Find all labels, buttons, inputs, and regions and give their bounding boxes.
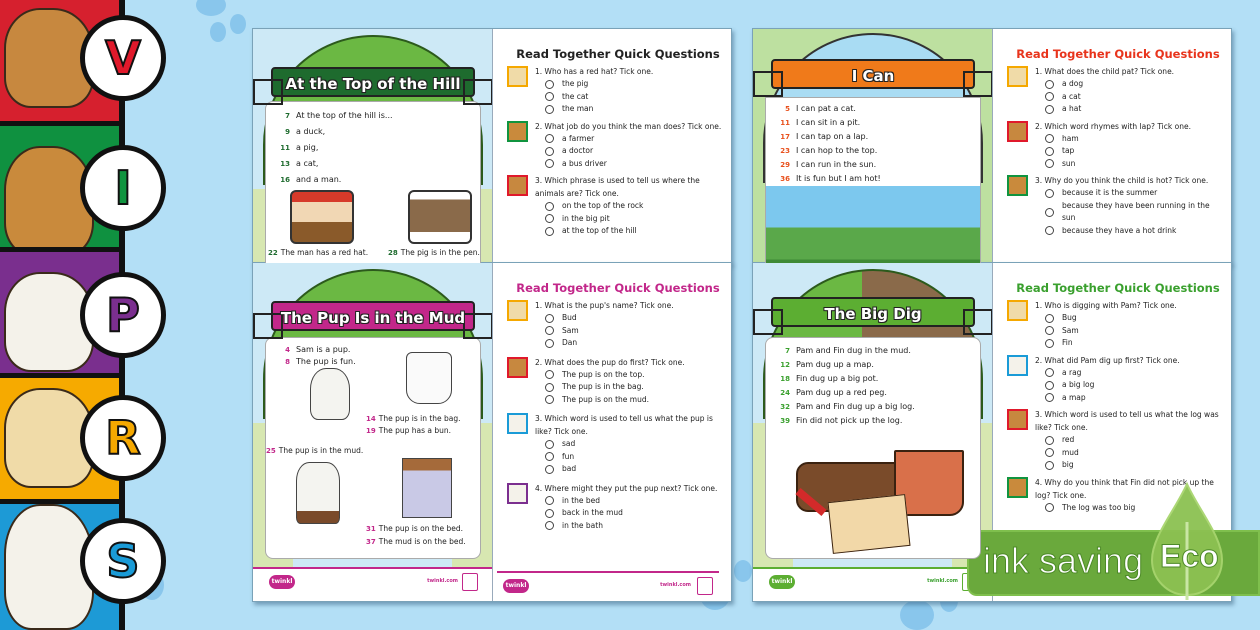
quiz-title: Read Together Quick Questions xyxy=(516,281,720,295)
question: 2. Which word rhymes with lap? Tick one. ham tap sun xyxy=(1007,120,1223,171)
vipers-letter-p: P xyxy=(80,272,166,358)
dog-avatar-icon xyxy=(1007,477,1028,498)
answer-option[interactable]: ham xyxy=(1035,133,1223,146)
radio-button[interactable] xyxy=(545,339,554,348)
answer-option[interactable]: tap xyxy=(1035,145,1223,158)
radio-button[interactable] xyxy=(1045,393,1054,402)
answer-option[interactable]: a dog xyxy=(1035,78,1223,91)
answer-option[interactable]: The pup is on the top. xyxy=(535,369,723,382)
quiz-title: Read Together Quick Questions xyxy=(516,47,720,61)
radio-button[interactable] xyxy=(1045,339,1054,348)
treasure-map-illustration xyxy=(827,494,910,554)
radio-button[interactable] xyxy=(545,214,554,223)
caption: 28 The pig is in the pen. xyxy=(388,248,480,257)
story-page xyxy=(753,29,993,263)
story-title-banner: The Pup Is in the Mud xyxy=(271,301,475,331)
radio-button[interactable] xyxy=(545,105,554,114)
page-footer xyxy=(753,567,992,601)
caption: 31 The pup is on the bed. xyxy=(366,524,464,533)
quiz-page xyxy=(493,29,732,263)
worksheet-top-of-the-hill[interactable] xyxy=(252,28,732,264)
quiz-title: Read Together Quick Questions xyxy=(1016,281,1220,295)
story-page xyxy=(253,263,493,601)
vipers-letter-r: R xyxy=(80,395,166,481)
radio-button[interactable] xyxy=(545,80,554,89)
caption: 19 The pup has a bun. xyxy=(366,426,452,435)
story-text-box xyxy=(765,337,981,559)
radio-button[interactable] xyxy=(545,326,554,335)
dog-avatar-icon xyxy=(507,66,528,87)
story-line: 18 Fin dug up a big pot. xyxy=(780,374,879,383)
answer-option[interactable]: back in the mud xyxy=(535,507,723,520)
radio-button[interactable] xyxy=(1045,159,1054,168)
question: 4. Where might they put the pup next? Tick one. in the bed back in the mud in the bath xyxy=(507,482,723,533)
story-line: 16 and a man. xyxy=(280,175,342,184)
answer-option[interactable]: the cat xyxy=(535,91,723,104)
answer-option[interactable]: a big log xyxy=(1035,379,1223,392)
man-red-hat-illustration xyxy=(290,190,354,244)
story-line: 4 Sam is a pup. xyxy=(285,345,351,354)
radio-button[interactable] xyxy=(1045,147,1054,156)
answer-option[interactable]: in the bath xyxy=(535,520,723,533)
pup-in-bag-illustration xyxy=(406,352,452,404)
story-line: 39 Fin did not pick up the log. xyxy=(780,416,903,425)
question: 3. Which phrase is used to tell us where the animals are? Tick one. on the top of the rock in the big pit at the top of the hill xyxy=(507,174,723,238)
answer-option[interactable]: Fin xyxy=(1035,337,1223,350)
answer-option[interactable]: Sam xyxy=(535,325,723,338)
story-title-banner: I Can xyxy=(771,59,975,89)
pig-pen-illustration xyxy=(408,190,472,244)
question: 4. Why do you think that Fin did not pick up the log? Tick one. The log was too big xyxy=(1007,476,1223,515)
story-text-box xyxy=(265,101,481,263)
ink-saving-label: ink saving xyxy=(983,540,1144,581)
answer-option[interactable]: The log was too big xyxy=(1035,502,1223,515)
twinkl-badge-icon xyxy=(697,577,713,595)
radio-button[interactable] xyxy=(545,134,554,143)
story-page xyxy=(753,263,993,601)
radio-button[interactable] xyxy=(545,395,554,404)
dog-avatar-icon xyxy=(507,357,528,378)
answer-option[interactable]: a rag xyxy=(1035,367,1223,380)
radio-button[interactable] xyxy=(545,147,554,156)
radio-button[interactable] xyxy=(545,314,554,323)
caption: 14 The pup is in the bag. xyxy=(366,414,461,423)
twinkl-logo: twinkl xyxy=(769,575,795,589)
dog-avatar-icon xyxy=(1007,300,1028,321)
answer-option[interactable]: the pig xyxy=(535,78,723,91)
radio-button[interactable] xyxy=(1045,461,1054,470)
radio-button[interactable] xyxy=(545,227,554,236)
story-line: 13 a cat, xyxy=(280,159,319,168)
answer-option[interactable]: The pup is on the mud. xyxy=(535,394,723,407)
answer-option[interactable]: in the big pit xyxy=(535,213,723,226)
answer-option[interactable]: big xyxy=(1035,459,1223,472)
answer-option[interactable]: Dan xyxy=(535,337,723,350)
answer-option[interactable]: because they have been running in the sun xyxy=(1035,200,1223,225)
answer-option[interactable]: a doctor xyxy=(535,145,723,158)
answer-option[interactable]: on the top of the rock xyxy=(535,200,723,213)
answer-option[interactable]: because they have a hot drink xyxy=(1035,225,1223,238)
radio-button[interactable] xyxy=(1045,226,1054,235)
footer-url: twinkl.com xyxy=(927,578,958,584)
story-title-banner: The Big Dig xyxy=(771,297,975,327)
answer-option[interactable]: in the bed xyxy=(535,495,723,508)
story-line: 7 Pam and Fin dug in the mud. xyxy=(785,346,911,355)
pup-on-bed-illustration xyxy=(402,458,452,518)
answer-option[interactable]: a bus driver xyxy=(535,158,723,171)
answer-option[interactable]: at the top of the hill xyxy=(535,225,723,238)
question: 3. Why do you think the child is hot? Tick one. because it is the summer because they have been running in the sun because they have a hot drink xyxy=(1007,174,1223,237)
answer-option[interactable]: a hat xyxy=(1035,103,1223,116)
radio-button[interactable] xyxy=(545,496,554,505)
question: 1. What is the pup's name? Tick one. Bud Sam Dan xyxy=(507,299,723,350)
answer-option[interactable]: mud xyxy=(1035,447,1223,460)
radio-button[interactable] xyxy=(1045,189,1054,198)
answer-option[interactable]: Sam xyxy=(1035,325,1223,338)
story-text-box xyxy=(265,337,481,559)
twinkl-logo: twinkl xyxy=(503,579,529,593)
footer-url: twinkl.com xyxy=(660,582,691,588)
quiz-page xyxy=(493,263,732,601)
radio-button[interactable] xyxy=(1045,368,1054,377)
radio-button[interactable] xyxy=(1045,326,1054,335)
vipers-letter-v: V xyxy=(80,15,166,101)
pup-sitting-illustration xyxy=(310,368,350,420)
answer-option[interactable]: sun xyxy=(1035,158,1223,171)
question: 1. What does the child pat? Tick one. a dog a cat a hat xyxy=(1007,65,1223,116)
radio-button[interactable] xyxy=(1045,381,1054,390)
question: 3. Which word is used to tell us what the log was like? Tick one. red mud big xyxy=(1007,408,1223,472)
dog-avatar-icon xyxy=(507,175,528,196)
answer-option[interactable]: fun xyxy=(535,451,723,464)
radio-button[interactable] xyxy=(545,370,554,379)
story-line: 24 Pam dug up a red peg. xyxy=(780,388,887,397)
question: 2. What job do you think the man does? Tick one. a farmer a doctor a bus driver xyxy=(507,120,723,171)
vipers-letter-s: S xyxy=(80,518,166,604)
radio-button[interactable] xyxy=(1045,80,1054,89)
dog-avatar-icon xyxy=(507,413,528,434)
story-line: 29 I can run in the sun. xyxy=(780,160,877,169)
answer-option[interactable]: a farmer xyxy=(535,133,723,146)
radio-button[interactable] xyxy=(545,509,554,518)
story-line: 9 a duck, xyxy=(285,127,326,136)
twinkl-badge-icon xyxy=(462,573,478,591)
vipers-strip xyxy=(0,0,141,630)
worksheet-pup-in-the-mud[interactable] xyxy=(252,262,732,602)
quiz-title: Read Together Quick Questions xyxy=(1016,47,1220,61)
answer-option[interactable]: Bud xyxy=(535,312,723,325)
answer-option[interactable]: a cat xyxy=(1035,91,1223,104)
footer-url: twinkl.com xyxy=(427,578,458,584)
question: 1. Who is digging with Pam? Tick one. Bug Sam Fin xyxy=(1007,299,1223,350)
story-line: 11 I can sit in a pit. xyxy=(780,118,861,127)
dog-avatar-icon xyxy=(1007,66,1028,87)
radio-button[interactable] xyxy=(545,383,554,392)
eco-label: Eco xyxy=(1160,538,1219,574)
radio-button[interactable] xyxy=(1045,314,1054,323)
radio-button[interactable] xyxy=(1045,448,1054,457)
question: 3. Which word is used to tell us what the pup is like? Tick one. sad fun bad xyxy=(507,412,723,476)
answer-option[interactable]: a map xyxy=(1035,392,1223,405)
quiz-page xyxy=(993,29,1232,263)
radio-button[interactable] xyxy=(1045,105,1054,114)
radio-button[interactable] xyxy=(1045,208,1054,217)
story-title-banner: At the Top of the Hill xyxy=(271,67,475,97)
question: 2. What does the pup do first? Tick one. The pup is on the top. The pup is in the bag. The pup is on the mud. xyxy=(507,356,723,407)
dog-avatar-icon xyxy=(507,121,528,142)
dog-avatar-icon xyxy=(507,300,528,321)
story-line: 12 Pam dug up a map. xyxy=(780,360,874,369)
dog-avatar-icon xyxy=(507,483,528,504)
park-scene-illustration xyxy=(766,186,981,263)
worksheet-i-can[interactable] xyxy=(752,28,1232,264)
radio-button[interactable] xyxy=(545,521,554,530)
story-line: 8 The pup is fun. xyxy=(285,357,356,366)
answer-option[interactable]: the man xyxy=(535,103,723,116)
answer-option[interactable]: The pup is in the bag. xyxy=(535,381,723,394)
answer-option[interactable]: because it is the summer xyxy=(1035,187,1223,200)
caption: 25 The pup is in the mud. xyxy=(266,446,364,455)
answer-option[interactable]: Bug xyxy=(1035,312,1223,325)
radio-button[interactable] xyxy=(545,465,554,474)
question: 1. Who has a red hat? Tick one. the pig the cat the man xyxy=(507,65,723,116)
vipers-letter-i: I xyxy=(80,145,166,231)
radio-button[interactable] xyxy=(1045,503,1054,512)
radio-button[interactable] xyxy=(545,440,554,449)
story-line: 17 I can tap on a lap. xyxy=(780,132,869,141)
pup-in-mud-illustration xyxy=(296,462,340,524)
twinkl-logo: twinkl xyxy=(269,575,295,589)
radio-button[interactable] xyxy=(1045,436,1054,445)
dog-avatar-icon xyxy=(1007,355,1028,376)
dog-avatar-icon xyxy=(1007,409,1028,430)
radio-button[interactable] xyxy=(1045,134,1054,143)
story-line: 23 I can hop to the top. xyxy=(780,146,878,155)
story-line: 11 a pig, xyxy=(280,143,319,152)
paw-print-decoration xyxy=(190,0,250,54)
answer-option[interactable]: red xyxy=(1035,434,1223,447)
answer-option[interactable]: bad xyxy=(535,463,723,476)
page-footer xyxy=(497,571,719,597)
radio-button[interactable] xyxy=(545,92,554,101)
story-text-box xyxy=(765,97,981,263)
radio-button[interactable] xyxy=(1045,92,1054,101)
radio-button[interactable] xyxy=(545,452,554,461)
question: 2. What did Pam dig up first? Tick one. a rag a big log a map xyxy=(1007,354,1223,405)
story-line: 7 At the top of the hill is... xyxy=(285,111,393,120)
story-line: 32 Pam and Fin dug up a big log. xyxy=(780,402,915,411)
page-footer xyxy=(253,567,492,601)
radio-button[interactable] xyxy=(545,202,554,211)
caption: 22 The man has a red hat. xyxy=(268,248,369,257)
story-line: 36 It is fun but I am hot! xyxy=(780,174,881,183)
dog-avatar-icon xyxy=(1007,121,1028,142)
radio-button[interactable] xyxy=(545,159,554,168)
caption: 37 The mud is on the bed. xyxy=(366,537,466,546)
answer-option[interactable]: sad xyxy=(535,438,723,451)
story-line: 5 I can pat a cat. xyxy=(785,104,856,113)
story-page xyxy=(253,29,493,263)
dog-avatar-icon xyxy=(1007,175,1028,196)
